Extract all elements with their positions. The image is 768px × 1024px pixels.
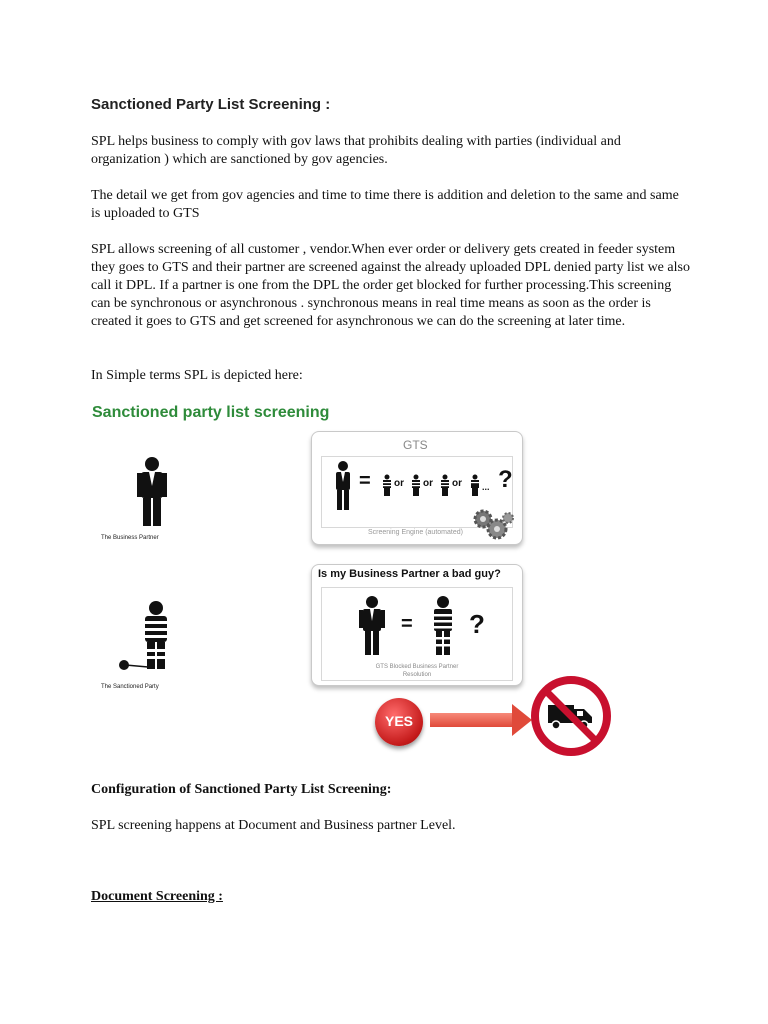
gts-or-3: or (452, 478, 462, 489)
partner-figure-icon (358, 595, 386, 657)
bad-guy-panel (311, 564, 523, 686)
no-truck-icon (530, 675, 612, 757)
bad-guy-question: Is my Business Partner a bad guy? (318, 568, 501, 580)
arrow-right-icon (512, 704, 532, 736)
paragraph-3: SPL allows screening of all customer , vendor.When ever order or delivery gets created in feeder system they goes to GTS and their partner are screened against the already uploaded DPL denied party list we also call it DPL. If a partner is one from the DPL the order get blocked for further processing.This screening can be synchronous or asynchronous . synchronous means in real time means as soon as the order is created it goes to GTS and get screened for asynchronous we can do the screening at later time. (91, 242, 690, 329)
gts-equals: = (359, 470, 371, 492)
arrow-shaft (430, 713, 516, 727)
partner-figure-icon (332, 460, 354, 512)
config-text: SPL screening happens at Document and Business partner Level. (91, 818, 456, 833)
gears-icon (470, 508, 514, 542)
business-partner-icon (134, 456, 170, 528)
gts-or-1: or (394, 478, 404, 489)
diagram-title: Sanctioned party list screening (92, 404, 330, 421)
config-heading: Configuration of Sanctioned Party List Screening: (91, 782, 392, 797)
gts-title: GTS (403, 438, 428, 452)
gts-question: ? (498, 466, 513, 493)
paragraph-1: SPL helps business to comply with gov laws that prohibits dealing with parties (individual and organization ) which are sanctioned by gov agencies. (91, 134, 621, 167)
yes-label: YES (384, 713, 413, 729)
suspect-figure-icon (382, 474, 392, 496)
paragraph-2: The detail we get from gov agencies and time to time there is addition and deletion to the same and same is uploaded to GTS (91, 188, 679, 221)
suspect-figure-icon (440, 474, 450, 496)
document-screening-heading: Document Screening : (91, 889, 223, 904)
bad-guy-equals: = (401, 613, 413, 635)
blocked-partner-label: GTS Blocked Business Partner Resolution (375, 664, 459, 678)
sanctioned-party-label: The Sanctioned Party (101, 684, 159, 690)
suspect-figure-icon (470, 474, 480, 496)
business-partner-label: The Business Partner (101, 535, 159, 541)
bad-guy-question-mark: ? (469, 609, 485, 639)
page-heading: Sanctioned Party List Screening : (91, 96, 331, 113)
suspect-figure-icon (411, 474, 421, 496)
sanctioned-party-icon (118, 599, 174, 671)
screening-engine-label: Screening Engine (automated) (368, 529, 463, 536)
prisoner-figure-icon (429, 595, 457, 657)
gts-ellipsis: ... (482, 482, 490, 492)
yes-button (375, 698, 423, 746)
paragraph-4: In Simple terms SPL is depicted here: (91, 368, 303, 383)
gts-or-2: or (423, 478, 433, 489)
gts-panel (311, 431, 523, 545)
